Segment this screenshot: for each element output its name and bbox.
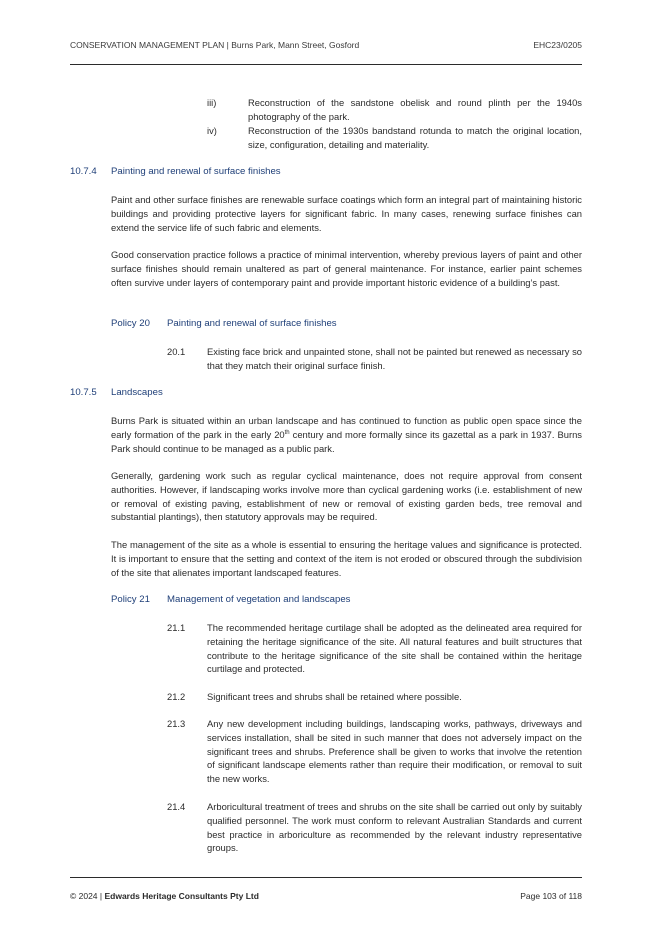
paragraph: [111, 414, 582, 455]
list-item-text: Reconstruction of the 1930s bandstand rotunda to match the original location, size, configuration, detailing and materiality.: [248, 125, 582, 150]
policy-item: [167, 800, 582, 855]
policy-item-number: 21.1: [167, 622, 186, 633]
footer-divider: [70, 877, 582, 878]
policy-item-text: Arboricultural treatment of trees and shrubs on the site shall be carried out only by suitably qualified personnel. The work must conform to relevant Australian Standards and current best practice in arboriculture as recommended by the relevant industry representative groups.: [207, 801, 582, 854]
policy-item-number: 21.3: [167, 718, 186, 729]
policy-number: Policy 20: [111, 318, 150, 329]
page-footer: [70, 891, 582, 901]
policy-number: Policy 21: [111, 594, 150, 605]
header-title: CONSERVATION MANAGEMENT PLAN | Burns Park, Mann Street, Gosford: [70, 40, 360, 50]
list-item-number: iii): [207, 97, 217, 108]
footer-copyright: [70, 891, 259, 901]
policy-item: [167, 690, 582, 704]
list-item: [207, 124, 582, 152]
policy-item: [167, 345, 582, 373]
policy-item-text: Significant trees and shrubs shall be retained where possible.: [207, 691, 462, 702]
copyright-text: © 2024 |: [70, 891, 105, 901]
company-name: Edwards Heritage Consultants Pty Ltd: [104, 891, 259, 901]
policy-item: [167, 621, 582, 676]
paragraph: Generally, gardening work such as regular cyclical maintenance, does not require approval from consent authorities. However, if landscaping works involve more than cyclical gardening works (i.e. establishment of new or removal of existing paving, establishment of new or removal of existing garden beds, tree removal and substantial plantings), then statutory approvals may be required.: [111, 470, 582, 523]
policy-item-number: 21.2: [167, 691, 186, 702]
policy-heading: [111, 594, 350, 605]
list-item-number: iv): [207, 125, 217, 136]
header-divider: [70, 64, 582, 65]
section-heading: [70, 166, 281, 177]
policy-item-text: Existing face brick and unpainted stone, shall not be painted but renewed as necessary so that they match their original surface finish.: [207, 346, 582, 371]
policy-title: Management of vegetation and landscapes: [167, 594, 351, 605]
policy-item-text: Any new development including buildings, landscaping works, pathways, driveways and services installation, shall be sited in such manner that does not adversely impact on the significant trees and shrubs. Preference shall be given to works that involve the retention of significant landscape elements rather than require their modification, or removal to suit the new works.: [207, 718, 582, 785]
header-ref: EHC23/0205: [533, 40, 582, 50]
page-header: [70, 40, 582, 50]
policy-item-number: 21.4: [167, 801, 186, 812]
paragraph: Good conservation practice follows a practice of minimal intervention, whereby previous layers of paint and other surface finishes should remain unaltered as part of general maintenance. For instance, earlier paint schemes often survive under layers of contemporary paint and provide important historic evidence of a building’s past.: [111, 249, 582, 288]
list-item-text: Reconstruction of the sandstone obelisk and round plinth per the 1940s photography of the park.: [248, 97, 582, 122]
section-number: 10.7.4: [70, 166, 97, 177]
policy-title: Painting and renewal of surface finishes: [167, 318, 337, 329]
section-title: Painting and renewal of surface finishes: [111, 166, 281, 177]
paragraph-part: century and more formally since its gazettal as a park in 1937. Burns Park should continue to be managed as a public park.: [111, 428, 582, 454]
policy-item: [167, 717, 582, 786]
page-number: Page 103 of 118: [520, 891, 582, 901]
section-title: Landscapes: [111, 387, 163, 398]
paragraph-part: Burns Park is situated within an urban landscape and has continued to function as public open space since the early formation of the park in the early 20: [111, 415, 582, 440]
paragraph: Paint and other surface finishes are renewable surface coatings which form an integral part of maintaining historic buildings and providing protective layers for significant fabric. In many cases, renewing surface finishes can extend the service life of such fabric and elements.: [111, 194, 582, 233]
policy-item-number: 20.1: [167, 346, 186, 357]
paragraph: The management of the site as a whole is essential to ensuring the heritage values and significance is protected. It is important to ensure that the setting and context of the item is not eroded or obscured through the subdivision of the site that alienates important landscaped features.: [111, 539, 582, 578]
ordinal-suffix: th: [284, 429, 290, 436]
policy-heading: [111, 318, 337, 329]
list-item: [207, 96, 582, 124]
section-number: 10.7.5: [70, 387, 97, 398]
section-heading: [70, 387, 163, 398]
policy-item-text: The recommended heritage curtilage shall be adopted as the delineated area required for retaining the heritage significance of the site. All natural features and built structures that contribute to the heritage significance of the site shall be contained within the heritage curtilage and protected.: [207, 622, 582, 675]
